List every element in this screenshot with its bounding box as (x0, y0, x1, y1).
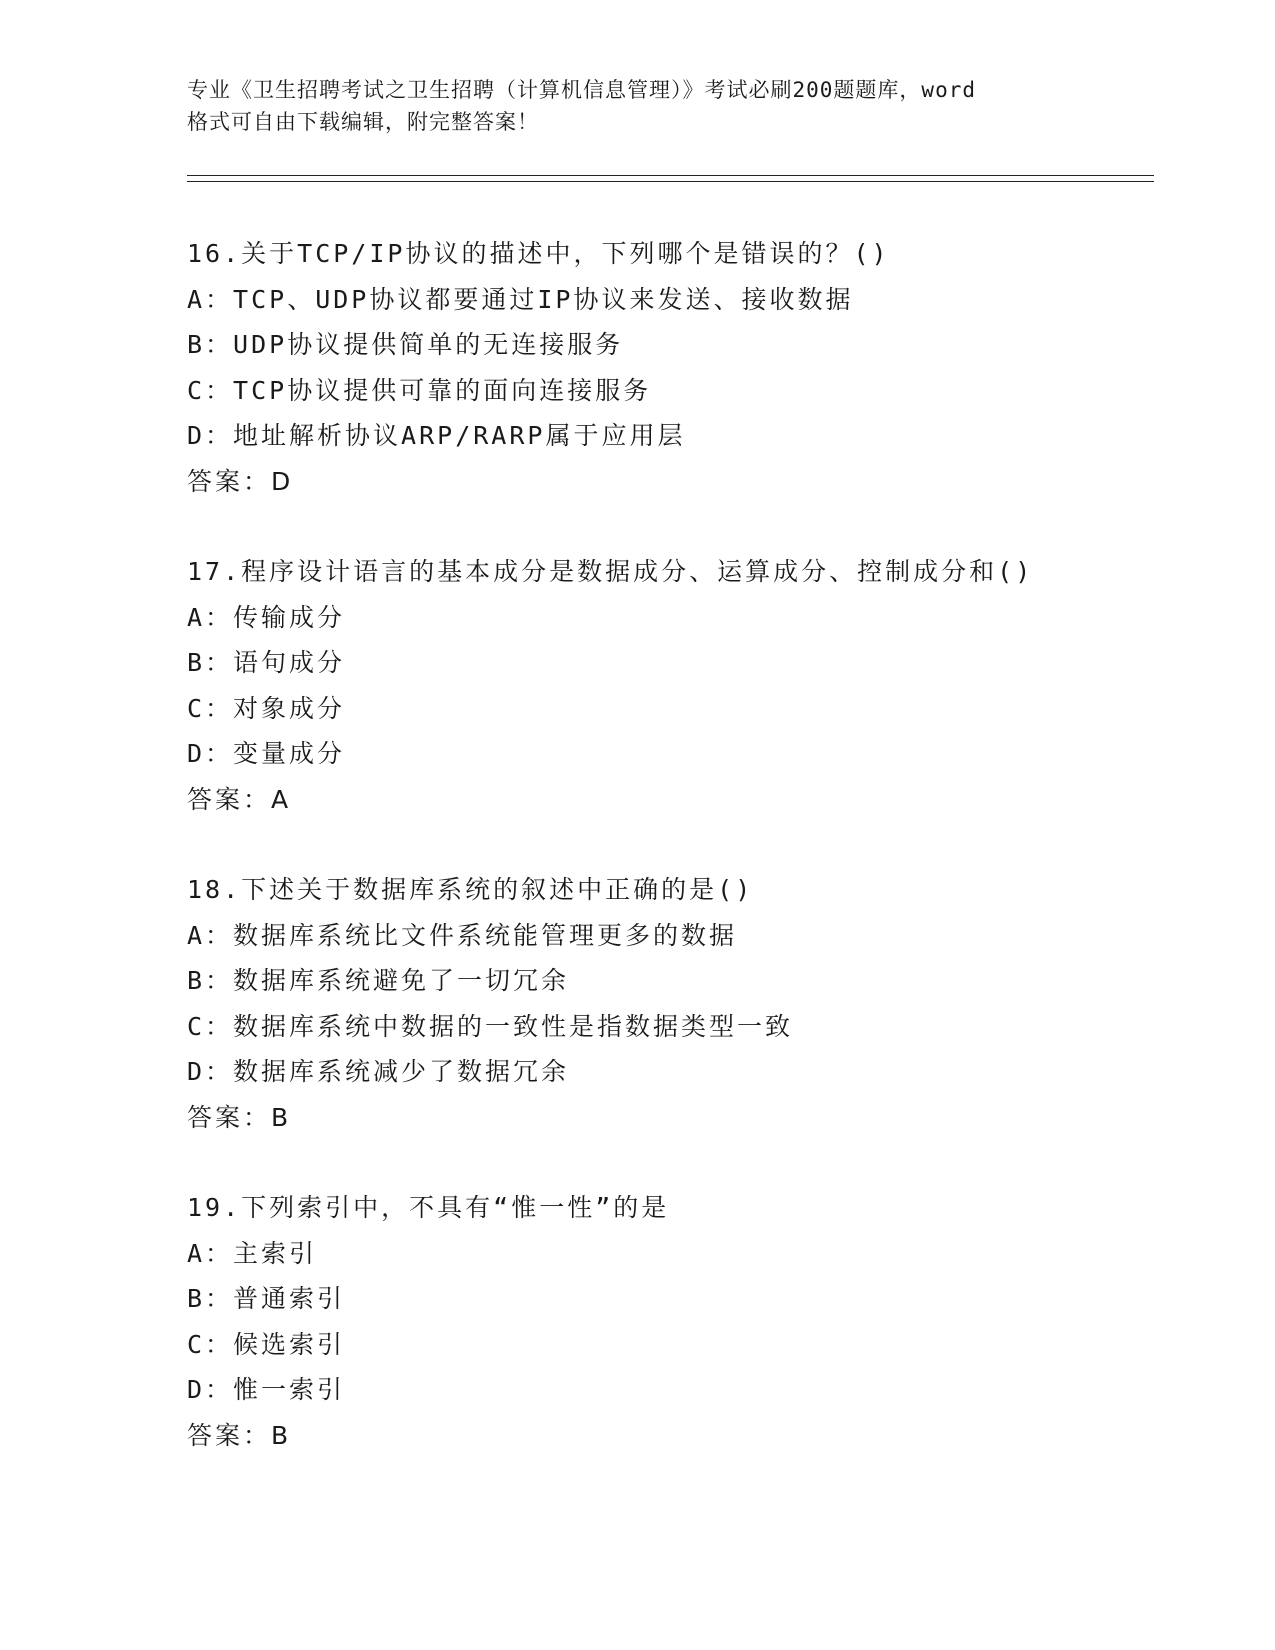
header-divider-bottom (187, 181, 1154, 182)
answer-label: 答案： (187, 1102, 272, 1132)
option-c: C：对象成分 (187, 693, 346, 723)
option-c: C：数据库系统中数据的一致性是指数据类型一致 (187, 1011, 794, 1041)
answer-value: B (271, 1420, 290, 1450)
option-d: D：地址解析协议ARP/RARP属于应用层 (187, 421, 686, 450)
option-a: A：TCP、UDP协议都要通过IP协议来发送、接收数据 (187, 284, 854, 314)
question-16 (187, 231, 1147, 504)
question-stem: 19.下列索引中，不具有“惟一性”的是 (187, 1193, 670, 1222)
option-b: B：UDP协议提供简单的无连接服务 (187, 330, 624, 359)
option-a: A：传输成分 (187, 602, 346, 632)
question-17 (187, 549, 1147, 822)
option-d: D：变量成分 (187, 739, 346, 768)
answer-value: B (271, 1102, 290, 1132)
answer-line (187, 459, 1147, 505)
answer-label: 答案： (187, 1420, 272, 1450)
answer-line (187, 1413, 1147, 1459)
header-divider-top (187, 175, 1154, 176)
header-line-1: 专业《卫生招聘考试之卫生招聘（计算机信息管理）》考试必刷200题题库，word (187, 78, 976, 102)
document-header (187, 74, 1087, 138)
option-c: C：候选索引 (187, 1329, 346, 1359)
answer-line (187, 777, 1147, 823)
question-stem: 18.下述关于数据库系统的叙述中正确的是() (187, 875, 754, 904)
option-a: A：数据库系统比文件系统能管理更多的数据 (187, 920, 738, 950)
header-line-2: 格式可自由下载编辑，附完整答案！ (187, 110, 539, 134)
option-d: D：惟一索引 (187, 1375, 346, 1404)
answer-label: 答案： (187, 466, 272, 496)
question-18 (187, 867, 1147, 1140)
option-a: A：主索引 (187, 1238, 318, 1268)
answer-value: A (271, 784, 290, 814)
answer-line (187, 1095, 1147, 1141)
answer-value: D (271, 466, 292, 496)
option-c: C：TCP协议提供可靠的面向连接服务 (187, 375, 652, 405)
option-d: D：数据库系统减少了数据冗余 (187, 1057, 570, 1086)
option-b: B：普通索引 (187, 1284, 346, 1313)
option-b: B：数据库系统避免了一切冗余 (187, 966, 570, 995)
option-b: B：语句成分 (187, 648, 346, 677)
question-stem: 17.程序设计语言的基本成分是数据成分、运算成分、控制成分和() (187, 557, 1034, 586)
question-19 (187, 1185, 1147, 1458)
question-stem: 16.关于TCP/IP协议的描述中，下列哪个是错误的？() (187, 239, 890, 268)
answer-label: 答案： (187, 784, 272, 814)
